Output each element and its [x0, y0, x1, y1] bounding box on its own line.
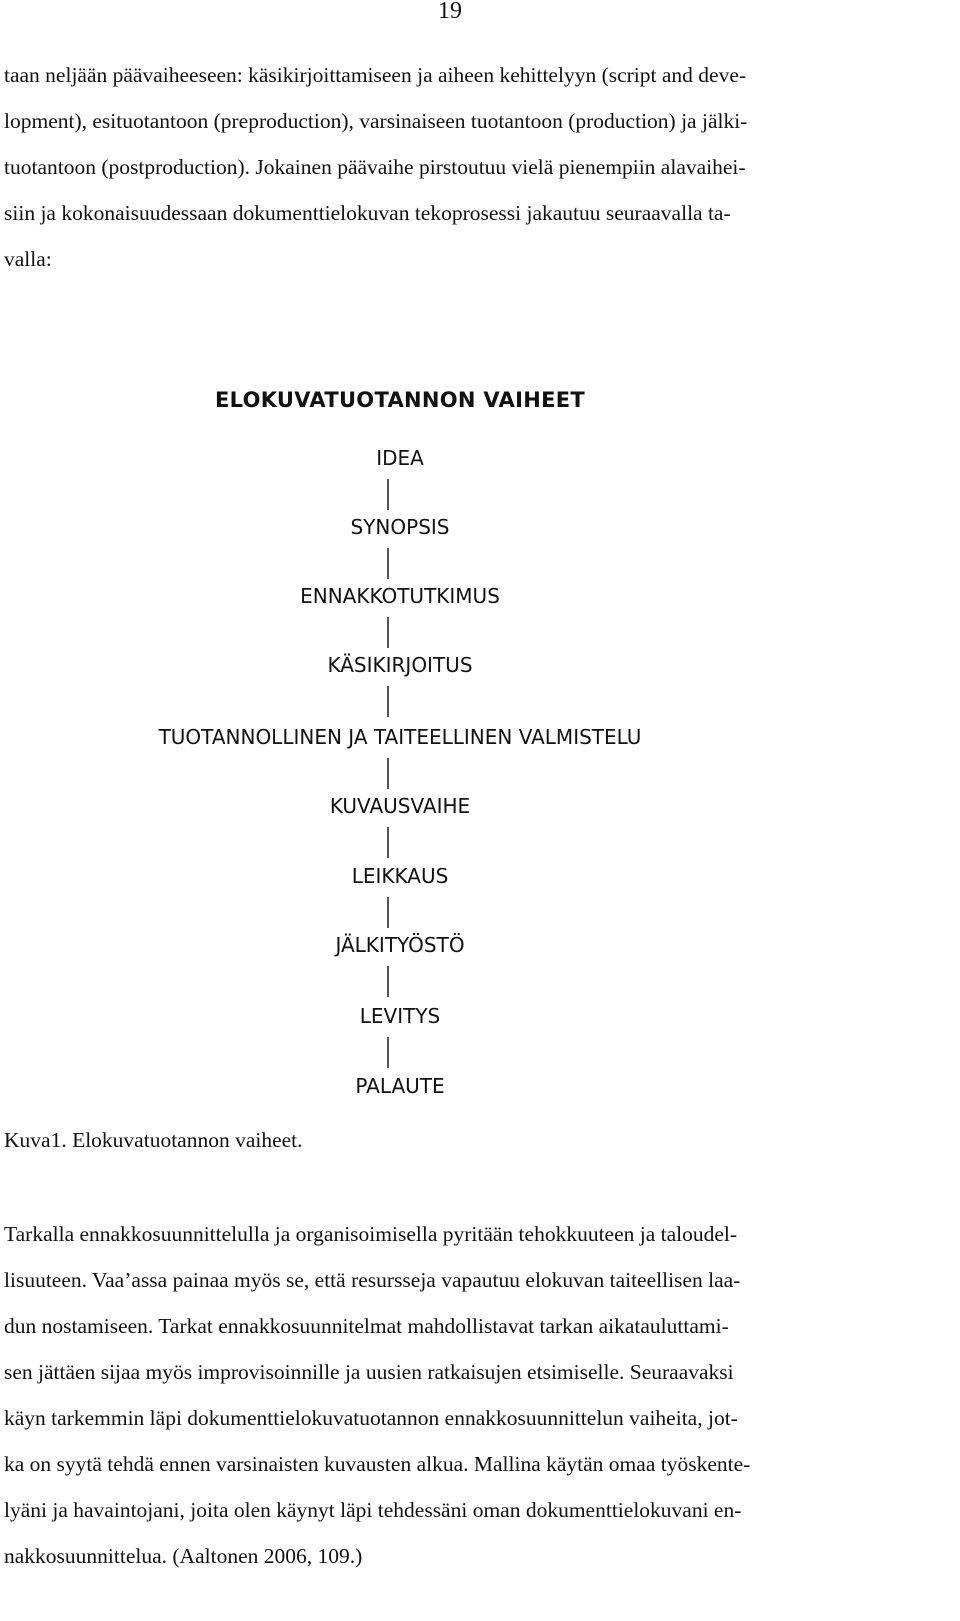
step-connector [387, 758, 389, 789]
diagram-step: LEIKKAUS [351, 864, 449, 888]
text-line: käyn tarkemmin läpi dokumenttielokuvatuotannon ennakkosuunnittelun vaiheita, jot- [4, 1406, 738, 1430]
text-line: sen jättäen sijaa myös improvisoinnille ja uusien ratkaisujen etsimiselle. Seuraavaksi [4, 1360, 734, 1384]
step-connector [387, 548, 389, 579]
step-connector [387, 827, 389, 858]
diagram-title: ELOKUVATUOTANNON VAIHEET [215, 388, 585, 412]
text-line: ka on syytä tehdä ennen varsinaisten kuvausten alkua. Mallina käytän omaa työskente- [4, 1452, 751, 1476]
diagram-step: LEVITYS [359, 1004, 441, 1028]
step-connector [387, 617, 389, 648]
diagram-step: SYNOPSIS [350, 515, 450, 539]
page-number: 19 [438, 0, 462, 24]
text-line: lopment), esituotantoon (preproduction), varsinaiseen tuotantoon (production) ja jälki- [4, 109, 748, 133]
text-line: taan neljään päävaiheeseen: käsikirjoittamiseen ja aiheen kehittelyyn (script and deve- [4, 63, 747, 87]
diagram-step: ENNAKKOTUTKIMUS [300, 584, 500, 608]
text-line: valla: [4, 247, 52, 271]
diagram-step: KÄSIKIRJOITUS [327, 653, 473, 677]
step-connector [387, 686, 389, 717]
text-line: nakkosuunnittelua. (Aaltonen 2006, 109.) [4, 1544, 363, 1568]
diagram-step: IDEA [376, 446, 424, 470]
figure-caption: Kuva1. Elokuvatuotannon vaiheet. [4, 1128, 303, 1152]
step-connector [387, 897, 389, 928]
diagram-step: TUOTANNOLLINEN JA TAITEELLINEN VALMISTELU [158, 725, 642, 749]
text-line: lyäni ja havaintojani, joita olen käynyt läpi tehdessäni oman dokumenttielokuvani en- [4, 1498, 742, 1522]
intro-paragraph [4, 52, 952, 282]
step-connector [387, 1037, 389, 1068]
text-line: tuotantoon (postproduction). Jokainen päävaihe pirstoutuu vielä pienempiin alavaihei- [4, 155, 746, 179]
diagram-step: PALAUTE [355, 1074, 445, 1098]
text-line: lisuuteen. Vaa’assa painaa myös se, että resursseja vapautuu elokuvan taiteellisen laa- [4, 1268, 741, 1292]
step-connector [387, 966, 389, 997]
diagram-step: KUVAUSVAIHE [329, 794, 471, 818]
body-paragraph [4, 1211, 952, 1579]
text-line: dun nostamiseen. Tarkat ennakkosuunnitelmat mahdollistavat tarkan aikatauluttami- [4, 1314, 729, 1338]
text-line: Tarkalla ennakkosuunnittelulla ja organisoimisella pyritään tehokkuuteen ja taloudel- [4, 1222, 738, 1246]
diagram-step: JÄLKITYÖSTÖ [335, 933, 465, 957]
step-connector [387, 479, 389, 510]
text-line: siin ja kokonaisuudessaan dokumenttielokuvan tekoprosessi jakautuu seuraavalla ta- [4, 201, 731, 225]
